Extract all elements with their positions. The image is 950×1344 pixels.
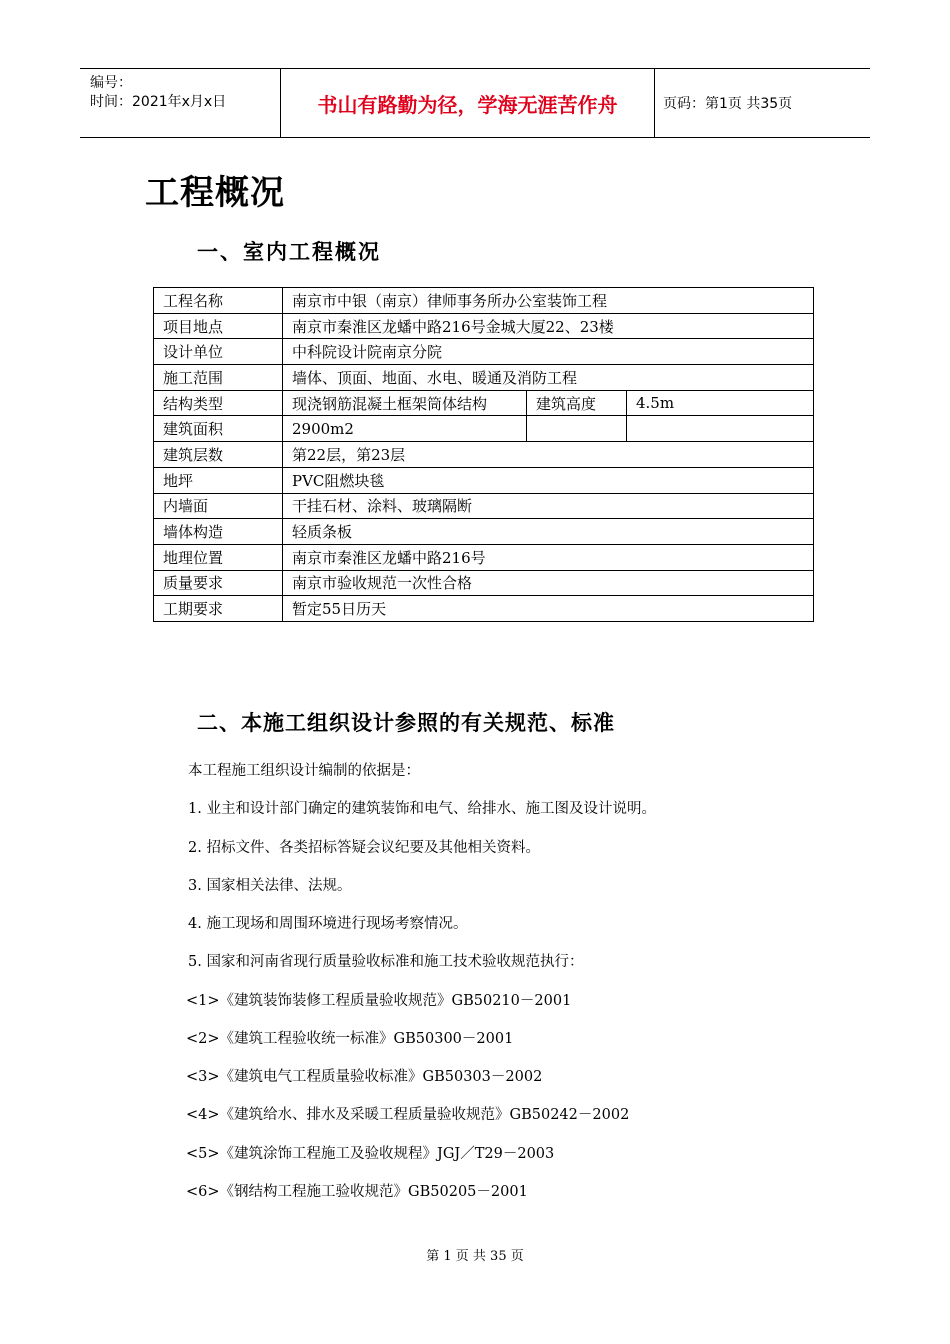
- row-value: 暂定55日历天: [283, 596, 814, 622]
- list-item: 1. 业主和设计部门确定的建筑装饰和电气、给排水、施工图及设计说明。: [188, 801, 656, 817]
- date-label: 时间：2021年x月x日: [90, 94, 227, 110]
- page-header: [80, 68, 870, 138]
- empty-cell: [527, 416, 627, 442]
- table-row: [154, 544, 814, 570]
- row-value: 轻质条板: [283, 519, 814, 545]
- header-page-label: 页码：第1页 共35页: [663, 96, 793, 112]
- section2-intro: 本工程施工组织设计编制的依据是：: [188, 763, 420, 779]
- row-key: 地坪: [154, 467, 283, 493]
- list-item: <5>《建筑涂饰工程施工及验收规程》JGJ／T29－2003: [186, 1146, 555, 1162]
- table-row: [154, 467, 814, 493]
- row-key: 工程名称: [154, 288, 283, 314]
- table-row: [154, 365, 814, 391]
- table-row: [154, 570, 814, 596]
- row-value: 南京市秦淮区龙蟠中路216号金城大厦22、23楼: [283, 313, 814, 339]
- height-value: 4.5m: [627, 390, 814, 416]
- row-value: 墙体、顶面、地面、水电、暖通及消防工程: [283, 365, 814, 391]
- table-row: [154, 519, 814, 545]
- row-key: 结构类型: [154, 390, 283, 416]
- page-title: 工程概况: [145, 173, 285, 213]
- row-value: 南京市验收规范一次性合格: [283, 570, 814, 596]
- table-row: [154, 596, 814, 622]
- section2-heading: 二、本施工组织设计参照的有关规范、标准: [197, 711, 615, 735]
- list-item: 2. 招标文件、各类招标答疑会议纪要及其他相关资料。: [188, 840, 540, 856]
- list-item: <1>《建筑装饰装修工程质量验收规范》GB50210－2001: [186, 993, 572, 1009]
- list-item: <4>《建筑给水、排水及采暖工程质量验收规范》GB50242－2002: [186, 1107, 630, 1123]
- row-key: 建筑层数: [154, 442, 283, 468]
- section1-heading: 一、室内工程概况: [197, 240, 381, 264]
- row-value: 现浇钢筋混凝土框架筒体结构: [283, 390, 527, 416]
- table-row: [154, 288, 814, 314]
- number-label: 编号：: [90, 75, 132, 91]
- project-info-table: [153, 287, 814, 622]
- row-key: 工期要求: [154, 596, 283, 622]
- table-row: [154, 442, 814, 468]
- height-key: 建筑高度: [527, 390, 627, 416]
- list-item: <2>《建筑工程验收统一标准》GB50300－2001: [186, 1031, 514, 1047]
- row-value: 干挂石材、涂料、玻璃隔断: [283, 493, 814, 519]
- list-item: <3>《建筑电气工程质量验收标准》GB50303－2002: [186, 1069, 543, 1085]
- row-value: 中科院设计院南京分院: [283, 339, 814, 365]
- empty-cell: [627, 416, 814, 442]
- header-motto: 书山有路勤为径，学海无涯苦作舟: [280, 69, 655, 137]
- table-row: [154, 493, 814, 519]
- page-footer: 第 1 页 共 35 页: [426, 1249, 524, 1264]
- row-key: 质量要求: [154, 570, 283, 596]
- table-row: [154, 416, 814, 442]
- row-key: 墙体构造: [154, 519, 283, 545]
- row-key: 设计单位: [154, 339, 283, 365]
- row-value: 第22层，第23层: [283, 442, 814, 468]
- row-key: 施工范围: [154, 365, 283, 391]
- table-row: [154, 313, 814, 339]
- row-value: PVC阻燃块毯: [283, 467, 814, 493]
- list-item: <6>《钢结构工程施工验收规范》GB50205－2001: [186, 1184, 528, 1200]
- row-key: 建筑面积: [154, 416, 283, 442]
- list-item: 3. 国家相关法律、法规。: [188, 878, 352, 894]
- list-item: 4. 施工现场和周围环境进行现场考察情况。: [188, 916, 468, 932]
- row-value: 南京市秦淮区龙蟠中路216号: [283, 544, 814, 570]
- row-value: 2900m2: [283, 416, 527, 442]
- row-key: 项目地点: [154, 313, 283, 339]
- table-row: [154, 339, 814, 365]
- list-item: 5. 国家和河南省现行质量验收标准和施工技术验收规范执行：: [188, 954, 584, 970]
- row-key: 地理位置: [154, 544, 283, 570]
- header-meta: [80, 69, 280, 137]
- row-key: 内墙面: [154, 493, 283, 519]
- table-row: [154, 390, 814, 416]
- row-value: 南京市中银（南京）律师事务所办公室装饰工程: [283, 288, 814, 314]
